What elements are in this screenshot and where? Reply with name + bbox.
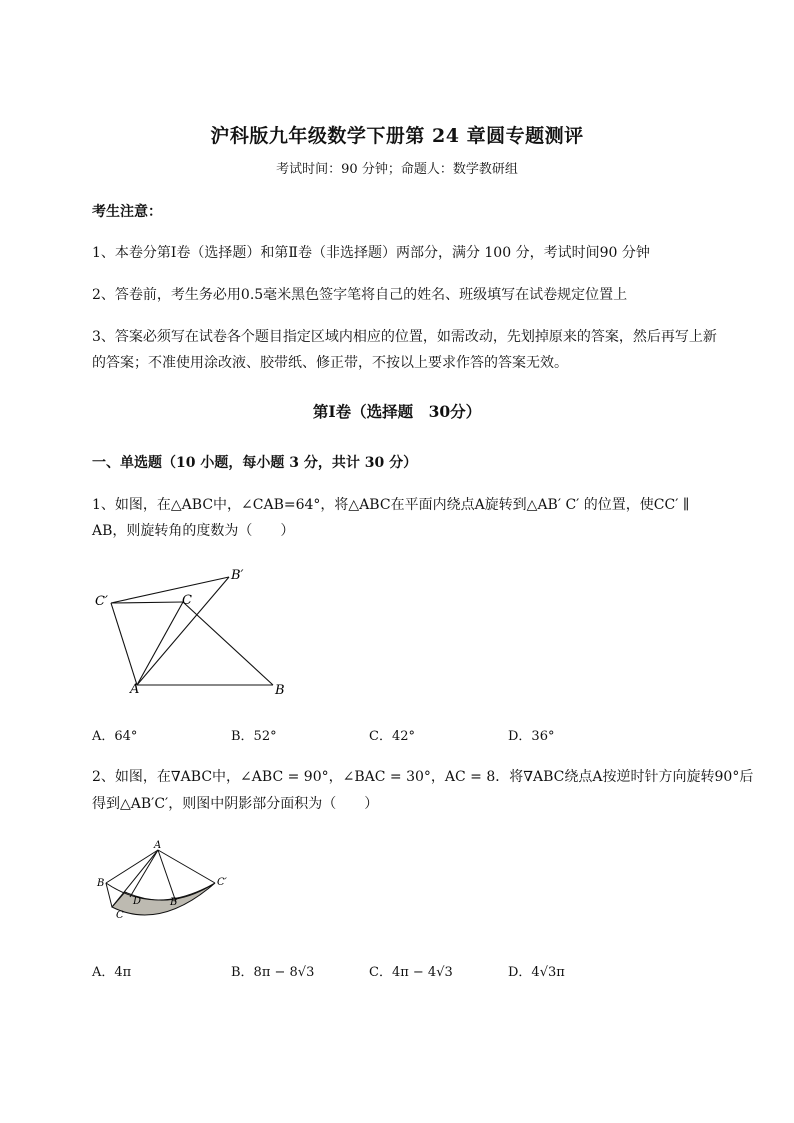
q1-stem-line2: AB，则旋转角的度数为（ ） [92,523,295,539]
note-item-1: 1、本卷分第Ⅰ卷（选择题）和第Ⅱ卷（非选择题）两部分，满分 100 分，考试时间90 分钟 [92,245,650,261]
q2-stem-line1: 2、如图，在∇ABC中，∠ABC = 90°，∠BAC = 30°，AC = 8．将∇ABC绕点A按逆时针方向旋转90°后 [92,769,754,785]
q2-label-b-prime: B′ [170,897,180,908]
note-item-3-cont: 的答案；不准使用涂改液、胶带纸、修正带，不按以上要求作答的答案无效。 [92,355,568,371]
q1-label-c: C [182,593,192,608]
q2-figure [90,835,240,925]
q1-segment-b-prime-c-prime [111,577,229,603]
q2-segment-ab-prime [158,850,176,902]
q1-figure [90,560,300,700]
exam-info: 考试时间：90 分钟；命题人：数学教研组 [276,162,518,177]
q1-option-a[interactable]: A．64° [92,729,138,744]
q1-option-c[interactable]: C．42° [369,729,415,744]
q1-label-b-prime: B′ [231,568,244,583]
q2-segment-ac-prime [158,850,215,883]
page-title: 沪科版九年级数学下册第 24 章圆专题测评 [210,125,584,147]
q2-stem-line2: 得到△AB′C′，则图中阴影部分面积为（ ） [92,796,379,812]
q1-segment-ac-prime [111,603,137,685]
q1-stem-line1: 1、如图，在△ABC中，∠CAB=64°，将△ABC在平面内绕点A旋转到△AB′ C′ 的位置，使CC′ ∥ [92,497,690,513]
note-item-3: 3、答案必须写在试卷各个题目指定区域内相应的位置，如需改动，先划掉原来的答案，然后再写上新 [92,329,717,345]
q2-label-c: C [116,910,124,921]
q2-option-b[interactable]: B．8π − 8√3 [231,965,315,980]
note-item-2: 2、答卷前，考生务必用0.5毫米黑色签字笔将自己的姓名、班级填写在试卷规定位置上 [92,287,628,303]
q2-segment-ab [106,850,158,883]
q2-label-c-prime: C′ [217,877,227,888]
section1-heading: 一、单选题（10 小题，每小题 3 分，共计 30 分） [92,455,418,471]
q2-segment-ad [130,850,158,897]
q2-label-b: B [97,878,105,889]
q2-option-a[interactable]: A．4π [92,965,132,980]
q2-label-a: A [154,840,162,851]
q1-option-b[interactable]: B．52° [231,729,277,744]
q1-label-a: A [130,682,140,697]
q1-label-c-prime: C′ [95,594,108,609]
notes-heading: 考生注意： [92,204,162,220]
q1-segment-ac [137,602,183,685]
q1-option-d[interactable]: D．36° [508,729,555,744]
q2-label-d: D [133,896,142,907]
q1-label-b: B [275,683,285,698]
q2-option-d[interactable]: D．4√3π [508,965,565,980]
q2-option-c[interactable]: C．4π − 4√3 [369,965,453,980]
section-title: 第Ⅰ卷（选择题 30分） [312,402,482,421]
q1-segment-cc-prime [111,602,183,603]
